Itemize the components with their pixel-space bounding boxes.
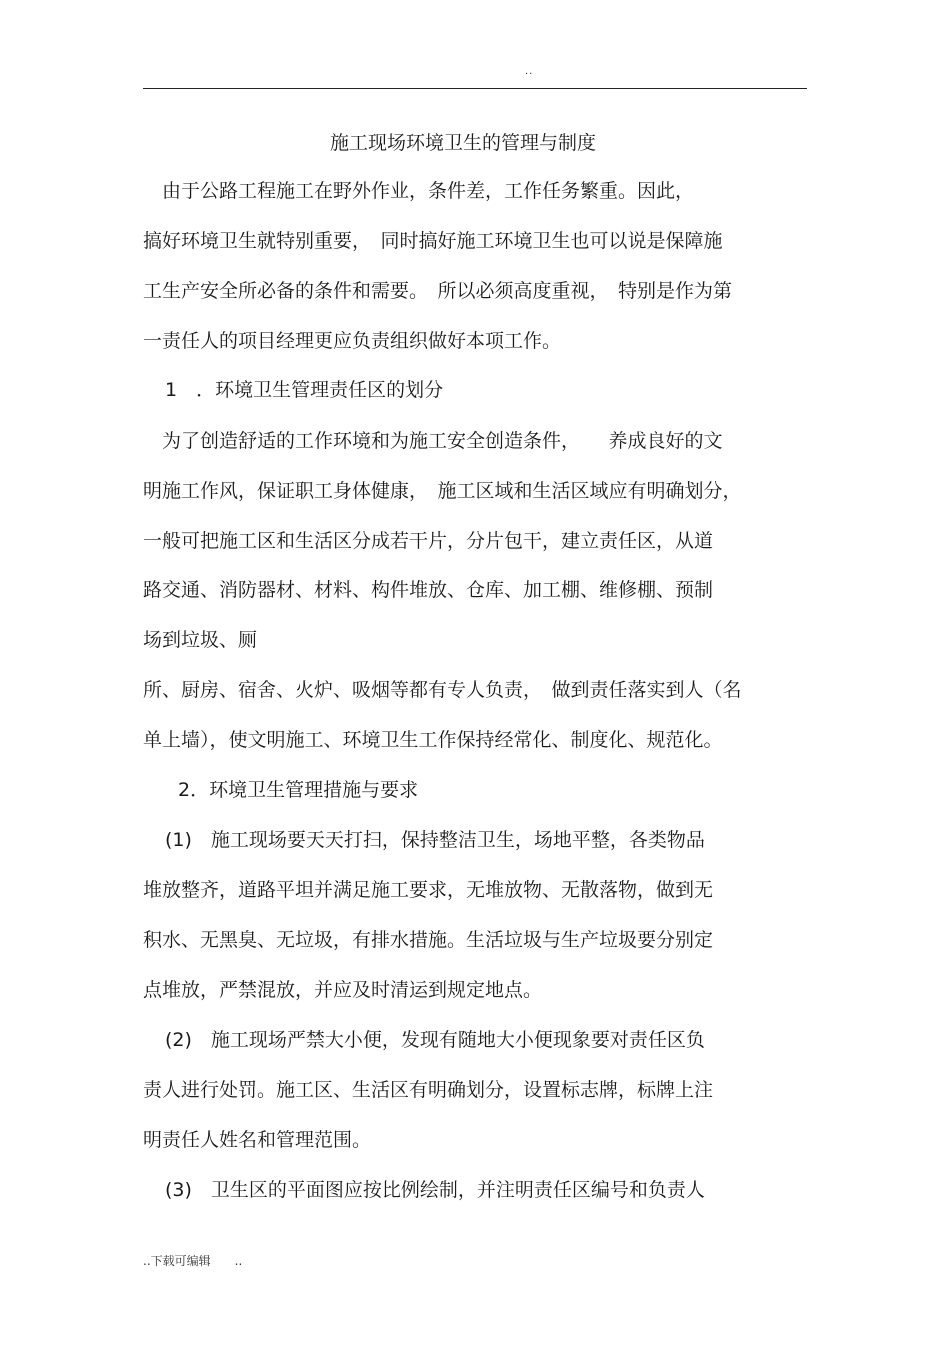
body-line: 路交通、消防器材、材料、构件堆放、仓库、加工棚、维修棚、预制 <box>143 579 714 601</box>
footer-text: ..下载可编辑 .. <box>143 1254 243 1268</box>
body-line: 为了创造舒适的工作环境和为施工安全创造条件， 养成良好的文 <box>143 430 723 452</box>
document-title: 施工现场环境卫生的管理与制度 <box>329 132 596 154</box>
body-line: 责人进行处罚。施工区、生活区有明确划分，设置标志牌，标牌上注 <box>143 1079 714 1101</box>
body-line: 场到垃圾、厕 <box>143 629 258 651</box>
body-line: 工生产安全所必备的条件和需要。 所以必须高度重视， 特别是作为第 <box>143 280 733 302</box>
body-line: 一责任人的项目经理更应负责组织做好本项工作。 <box>143 330 562 352</box>
body-line: 点堆放，严禁混放，并应及时清运到规定地点。 <box>143 979 543 1001</box>
body-line: 搞好环境卫生就特别重要， 同时搞好施工环境卫生也可以说是保障施 <box>143 230 723 252</box>
body-line: 单上墙），使文明施工、环境卫生工作保持经常化、制度化、规范化。 <box>143 729 723 751</box>
body-line: 所、厨房、宿舍、火炉、吸烟等都有专人负责， 做到责任落实到人（名 <box>143 679 742 701</box>
header-rule <box>143 88 807 89</box>
body-line: 积水、无黑臭、无垃圾，有排水措施。生活垃圾与生产垃圾要分别定 <box>143 929 714 951</box>
header-mark: .. <box>525 66 534 77</box>
section-heading-2: 2．环境卫生管理措施与要求 <box>178 779 419 801</box>
body-line: 一般可把施工区和生活区分成若干片，分片包干，建立责任区，从道 <box>143 530 714 552</box>
section-heading-1: 1 ．环境卫生管理责任区的划分 <box>165 379 444 401</box>
list-item-2: (2) 施工现场严禁大小便，发现有随地大小便现象要对责任区负 <box>165 1029 705 1051</box>
body-line: 明责任人姓名和管理范围。 <box>143 1129 372 1151</box>
list-item-1: (1) 施工现场要天天打扫，保持整洁卫生，场地平整，各类物品 <box>165 829 705 851</box>
list-item-3: (3) 卫生区的平面图应按比例绘制，并注明责任区编号和负责人 <box>165 1179 705 1201</box>
body-line: 明施工作风，保证职工身体健康， 施工区域和生活区域应有明确划分， <box>143 480 742 502</box>
body-line: 堆放整齐，道路平坦并满足施工要求，无堆放物、无散落物，做到无 <box>143 879 714 901</box>
body-line: 由于公路工程施工在野外作业，条件差，工作任务繁重。因此， <box>143 180 695 202</box>
